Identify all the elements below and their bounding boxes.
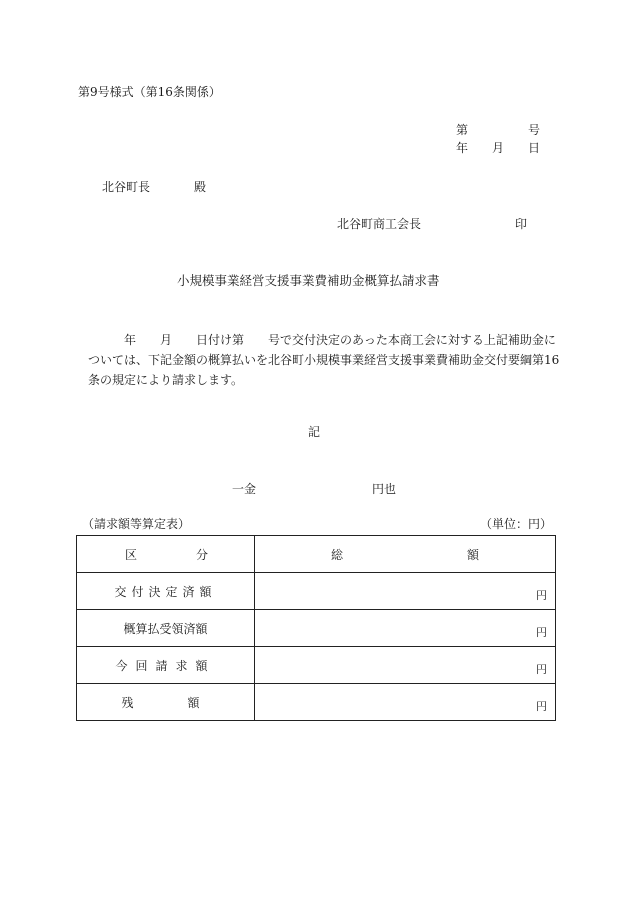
ki-heading: 記 <box>308 425 321 439</box>
amount-cell[interactable] <box>255 573 556 610</box>
body-paragraph <box>88 330 558 390</box>
document-number-label: 第 <box>456 123 469 137</box>
table-row <box>77 684 556 721</box>
body-line: ついては、下記金額の概算払いを北谷町小規模事業経営支援事業費補助金交付要綱第16 <box>88 353 560 367</box>
table-row <box>77 647 556 684</box>
sender-name: 北谷町商工会長 <box>337 217 422 231</box>
body-line: 年 月 日付け第 号で交付決定のあった本商工会に対する上記補助金に <box>124 333 556 347</box>
amount-cell[interactable] <box>255 684 556 721</box>
amount-cell[interactable] <box>255 647 556 684</box>
date-year-label: 年 <box>456 141 469 155</box>
yen-unit: 円 <box>536 626 547 639</box>
header-total-part: 額 <box>466 547 479 562</box>
table-row <box>77 610 556 647</box>
header-total <box>255 536 556 573</box>
row-label: 概算払受領済額 <box>77 610 255 647</box>
addressee-name: 北谷町長 <box>102 180 151 194</box>
date-month-label: 月 <box>492 141 505 155</box>
table-caption: （請求額等算定表） <box>82 517 191 531</box>
header-category-part: 分 <box>195 547 208 562</box>
amount-suffix: 円也 <box>372 482 397 496</box>
form-number: 第9号様式（第16条関係） <box>78 85 221 99</box>
amount-prefix: 一金 <box>232 482 257 496</box>
table-header-row <box>77 536 556 573</box>
row-label: 残 額 <box>77 684 255 721</box>
unit-note: （単位：円） <box>480 517 553 531</box>
table-row <box>77 573 556 610</box>
yen-unit: 円 <box>536 700 547 713</box>
row-label: 交付決定済額 <box>77 573 255 610</box>
header-category-part: 区 <box>125 547 138 562</box>
amount-cell[interactable] <box>255 610 556 647</box>
row-label: 今回請求額 <box>77 647 255 684</box>
calculation-table <box>76 535 556 721</box>
header-total-part: 総 <box>331 547 344 562</box>
yen-unit: 円 <box>536 663 547 676</box>
yen-unit: 円 <box>536 589 547 602</box>
header-category <box>77 536 255 573</box>
document-number-suffix: 号 <box>528 123 541 137</box>
document-title: 小規模事業経営支援事業費補助金概算払請求書 <box>177 273 440 288</box>
seal-mark: 印 <box>515 217 528 231</box>
body-line: 条の規定により請求します。 <box>88 373 244 387</box>
addressee-honorific: 殿 <box>194 180 207 194</box>
date-day-label: 日 <box>528 141 541 155</box>
